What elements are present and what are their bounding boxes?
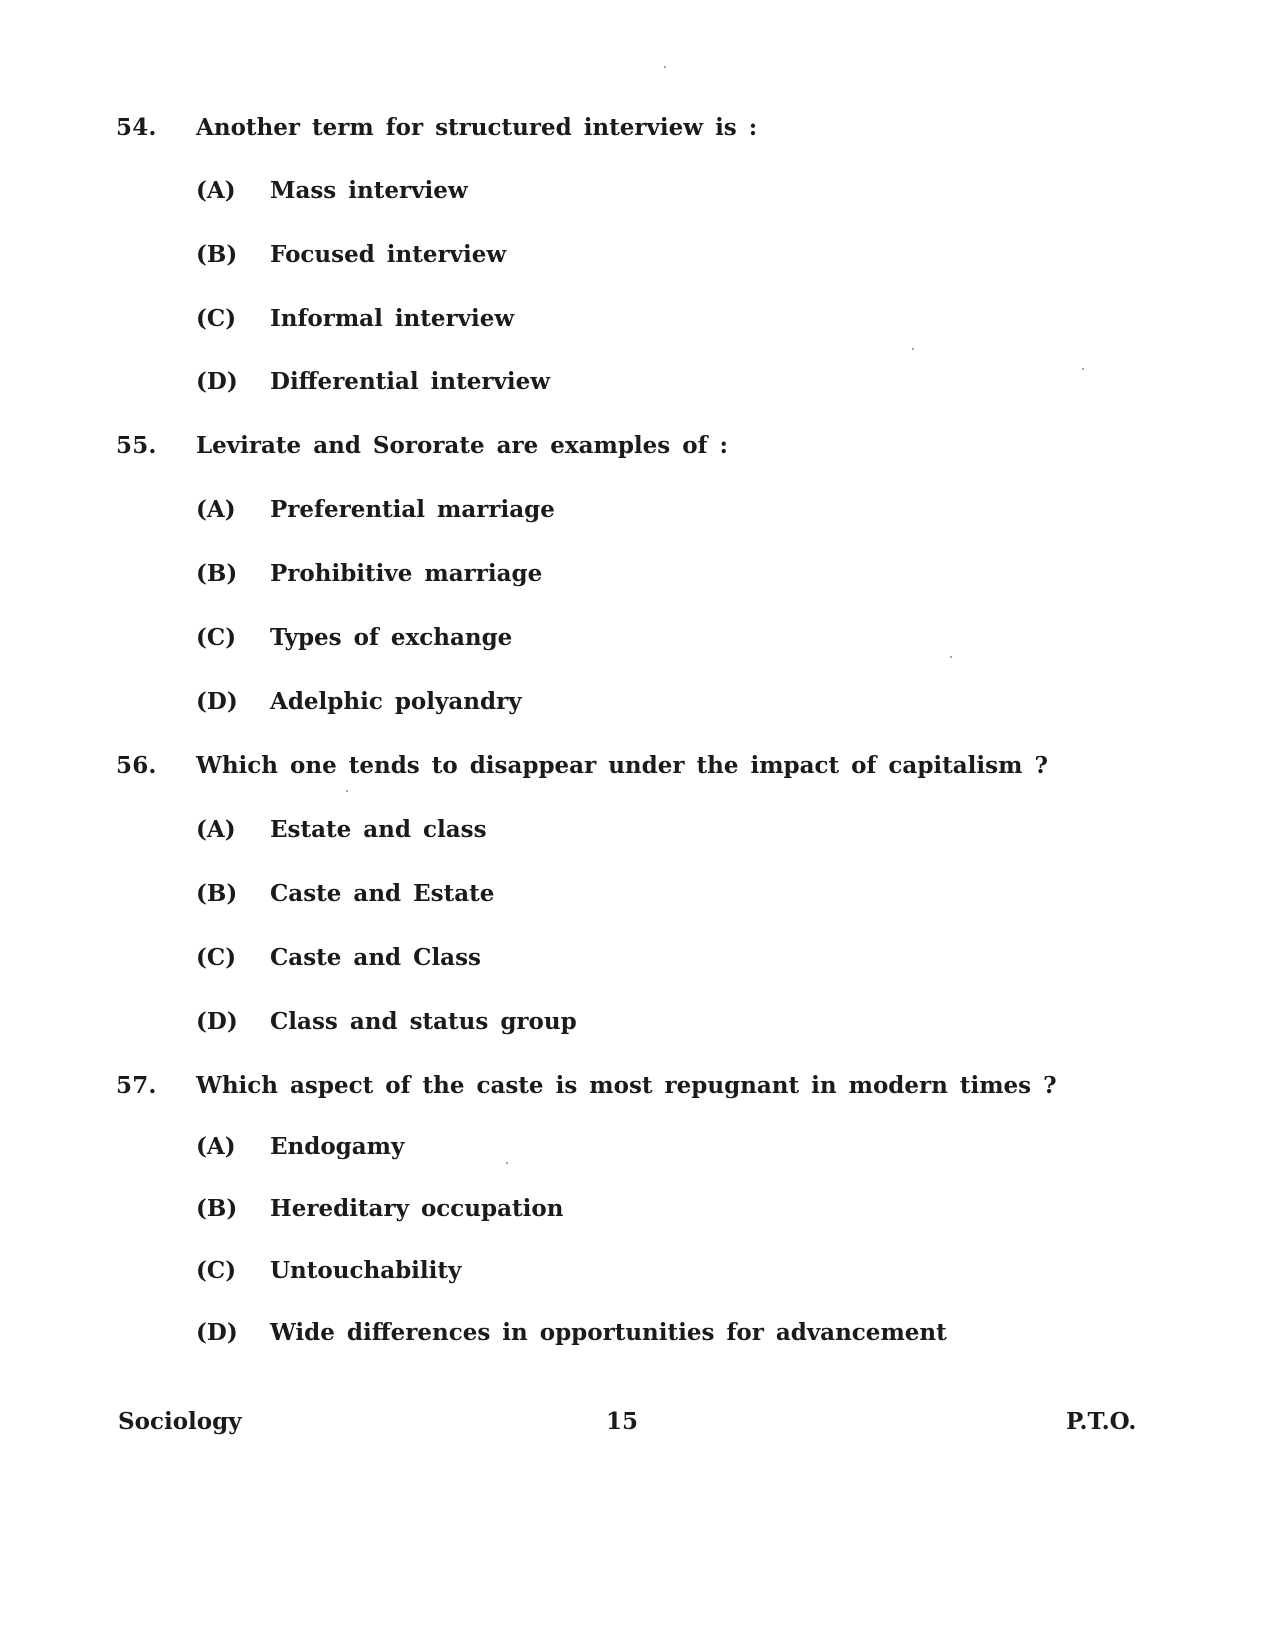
option-text: Estate and class: [270, 816, 487, 843]
option-letter: (D): [196, 1319, 238, 1346]
option-text: Prohibitive marriage: [270, 560, 543, 587]
option-letter: (B): [196, 880, 238, 907]
question-number: 57.: [116, 1072, 157, 1099]
option-text: Informal interview: [270, 305, 515, 332]
footer-subject: Sociology: [118, 1408, 242, 1435]
scan-speck: [912, 348, 914, 350]
scan-speck: [506, 1162, 508, 1164]
option-letter: (B): [196, 241, 238, 268]
option-text: Focused interview: [270, 241, 507, 268]
question-number: 56.: [116, 752, 157, 779]
option-letter: (C): [196, 1257, 237, 1284]
question-number: 54.: [116, 114, 157, 141]
option-text: Differential interview: [270, 368, 551, 395]
question-text: Levirate and Sororate are examples of :: [196, 432, 728, 459]
option-letter: (B): [196, 1195, 238, 1222]
option-letter: (C): [196, 944, 237, 971]
option-text: Types of exchange: [270, 624, 513, 651]
option-letter: (A): [196, 1133, 236, 1160]
option-letter: (D): [196, 1008, 238, 1035]
option-text: Mass interview: [270, 177, 468, 204]
footer-pto: P.T.O.: [1066, 1408, 1137, 1435]
footer-page-number: 15: [606, 1408, 639, 1435]
scan-speck: [664, 66, 666, 68]
question-text: Another term for structured interview is :: [196, 114, 758, 141]
option-text: Wide differences in opportunities for advancement: [270, 1319, 947, 1346]
option-letter: (C): [196, 624, 237, 651]
option-text: Untouchability: [270, 1257, 462, 1284]
question-number: 55.: [116, 432, 157, 459]
option-letter: (A): [196, 496, 236, 523]
option-text: Adelphic polyandry: [270, 688, 522, 715]
scan-speck: [346, 790, 348, 792]
option-text: Class and status group: [270, 1008, 577, 1035]
scan-speck: [950, 656, 952, 658]
option-text: Endogamy: [270, 1133, 405, 1160]
scan-speck: [1082, 368, 1084, 370]
option-letter: (A): [196, 177, 236, 204]
question-text: Which aspect of the caste is most repugnant in modern times ?: [196, 1072, 1057, 1099]
option-letter: (D): [196, 688, 238, 715]
option-text: Caste and Class: [270, 944, 481, 971]
option-letter: (A): [196, 816, 236, 843]
option-letter: (D): [196, 368, 238, 395]
option-letter: (C): [196, 305, 237, 332]
option-letter: (B): [196, 560, 238, 587]
option-text: Hereditary occupation: [270, 1195, 564, 1222]
option-text: Preferential marriage: [270, 496, 555, 523]
option-text: Caste and Estate: [270, 880, 495, 907]
question-text: Which one tends to disappear under the impact of capitalism ?: [196, 752, 1048, 779]
